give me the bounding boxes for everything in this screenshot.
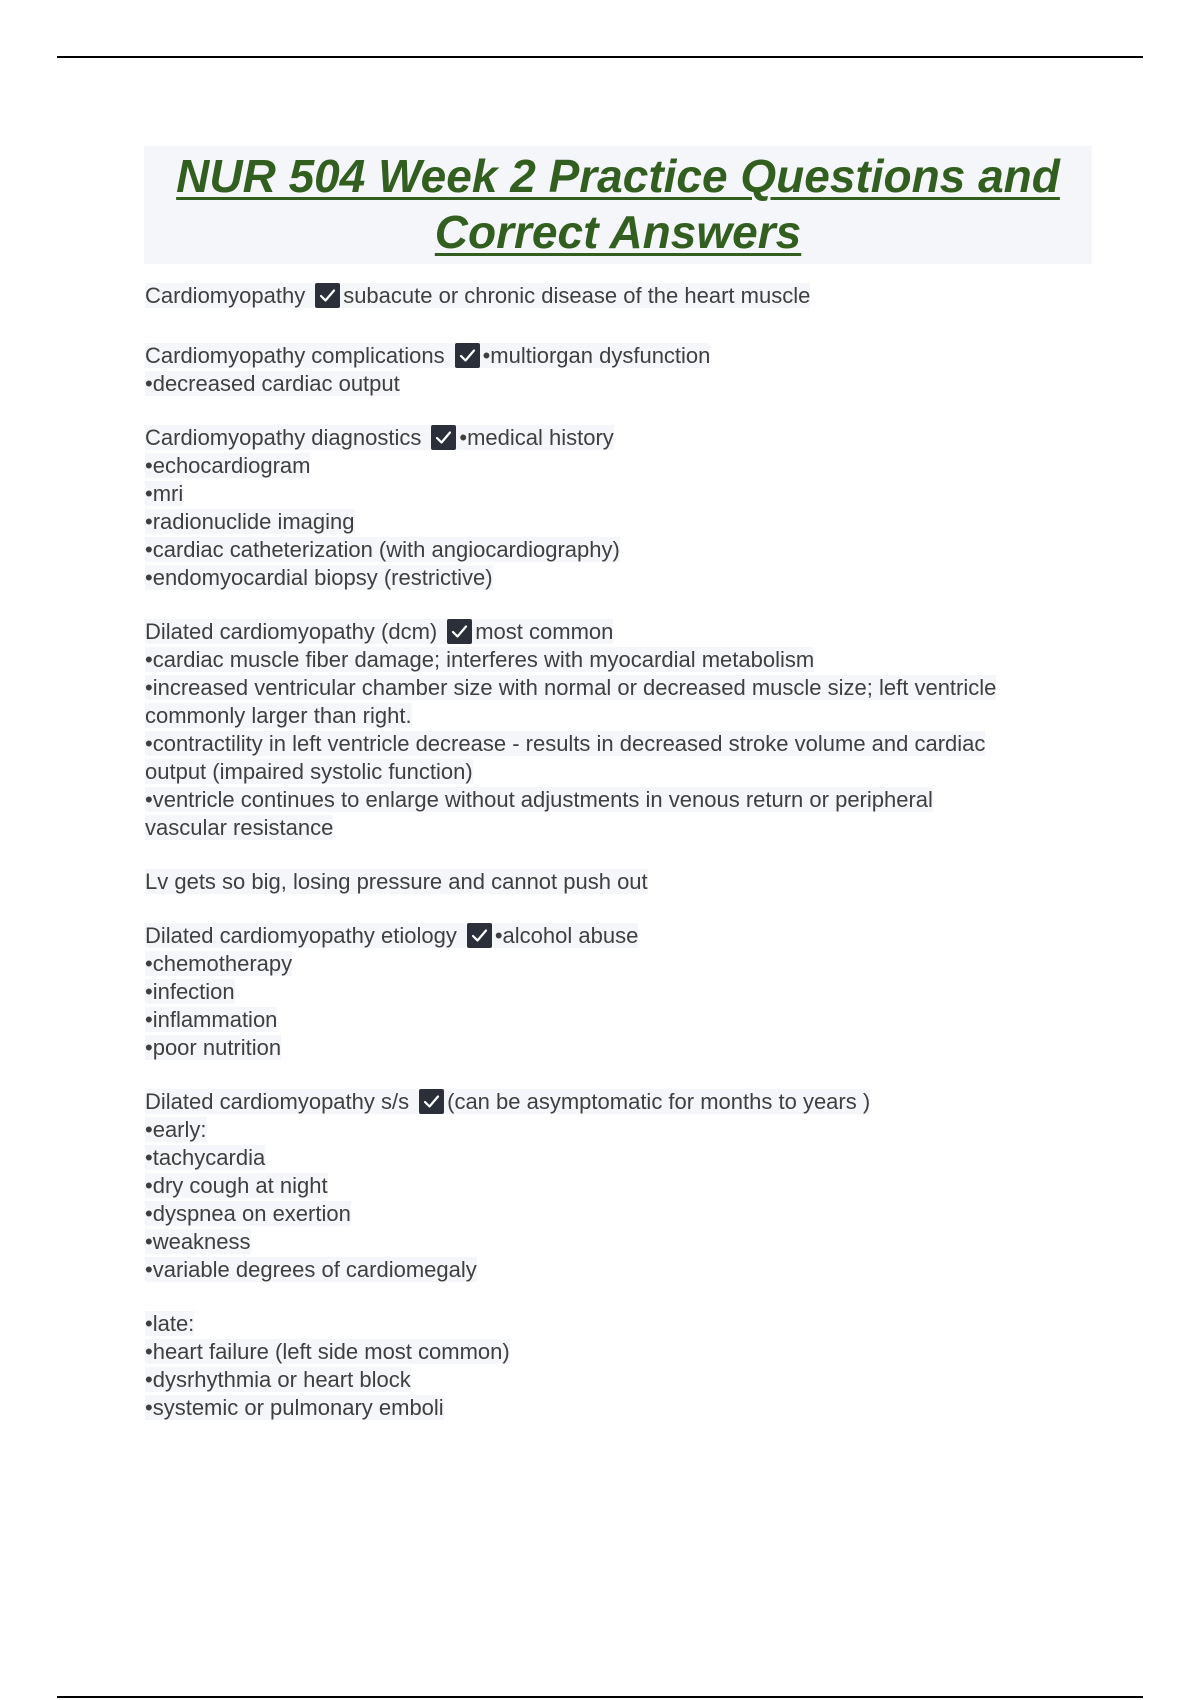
answer-line: commonly larger than right. [145, 703, 412, 728]
answer-line: •decreased cardiac output [145, 371, 400, 396]
bottom-rule [57, 1696, 1143, 1698]
checkmark-box-icon [315, 283, 340, 308]
answer-line: •mri [145, 481, 184, 506]
answer-text: •alcohol abuse [494, 923, 639, 948]
question-term: Dilated cardiomyopathy (dcm) [145, 619, 438, 644]
answer-line: •increased ventricular chamber size with normal or decreased muscle size; left ventricle [145, 675, 997, 700]
document-body [145, 282, 1095, 1422]
qa-entry [145, 618, 1095, 842]
qa-entry [145, 342, 1095, 398]
question-term: Cardiomyopathy diagnostics [145, 425, 422, 450]
answer-line: •late: [145, 1311, 195, 1336]
qa-entry [145, 424, 1095, 592]
answer-line: •early: [145, 1117, 207, 1142]
answer-line: •variable degrees of cardiomegaly [145, 1257, 477, 1282]
qa-entry [145, 922, 1095, 1062]
question-term: Cardiomyopathy complications [145, 343, 445, 368]
answer-line: •inflammation [145, 1007, 278, 1032]
answer-line: output (impaired systolic function) [145, 759, 473, 784]
answer-line: •dry cough at night [145, 1173, 328, 1198]
answer-line: •heart failure (left side most common) [145, 1339, 510, 1364]
top-rule [57, 56, 1143, 58]
answer-line: •dysrhythmia or heart block [145, 1367, 411, 1392]
note-entry [145, 868, 1095, 896]
answer-line: •infection [145, 979, 235, 1004]
answer-line: •dyspnea on exertion [145, 1201, 351, 1226]
answer-text: subacute or chronic disease of the heart muscle [343, 283, 811, 308]
checkmark-box-icon [431, 425, 456, 450]
qa-entry [145, 282, 1095, 310]
answer-line: •radionuclide imaging [145, 509, 355, 534]
checkmark-box-icon [419, 1089, 444, 1114]
note-text: Lv gets so big, losing pressure and cannot push out [145, 869, 648, 894]
checkmark-box-icon [455, 343, 480, 368]
answer-line: vascular resistance [145, 815, 334, 840]
answer-line: •echocardiogram [145, 453, 311, 478]
answer-line: •systemic or pulmonary emboli [145, 1395, 444, 1420]
question-term: Dilated cardiomyopathy etiology [145, 923, 457, 948]
answer-line: •chemotherapy [145, 951, 293, 976]
qa-entry [145, 1088, 1095, 1284]
title-line-2: Correct Answers [434, 206, 802, 258]
answer-line: •contractility in left ventricle decrease - results in decreased stroke volume and cardiac [145, 731, 986, 756]
title-line-1: NUR 504 Week 2 Practice Questions and [176, 150, 1060, 202]
answer-text: •multiorgan dysfunction [482, 343, 711, 368]
answer-line: •cardiac muscle fiber damage; interferes with myocardial metabolism [145, 647, 815, 672]
answer-text: •medical history [459, 425, 614, 450]
checkmark-box-icon [467, 923, 492, 948]
late-section [145, 1310, 1095, 1422]
answer-text: (can be asymptomatic for months to years ) [447, 1089, 871, 1114]
answer-line: •ventricle continues to enlarge without adjustments in venous return or peripheral [145, 787, 933, 812]
question-term: Dilated cardiomyopathy s/s [145, 1089, 410, 1114]
answer-line: •poor nutrition [145, 1035, 282, 1060]
checkmark-box-icon [447, 619, 472, 644]
answer-line: •weakness [145, 1229, 251, 1254]
answer-line: •endomyocardial biopsy (restrictive) [145, 565, 493, 590]
answer-line: •tachycardia [145, 1145, 266, 1170]
answer-line: •cardiac catheterization (with angiocardiography) [145, 537, 620, 562]
question-term: Cardiomyopathy [145, 283, 306, 308]
answer-text: most common [475, 619, 614, 644]
document-title [144, 146, 1092, 264]
